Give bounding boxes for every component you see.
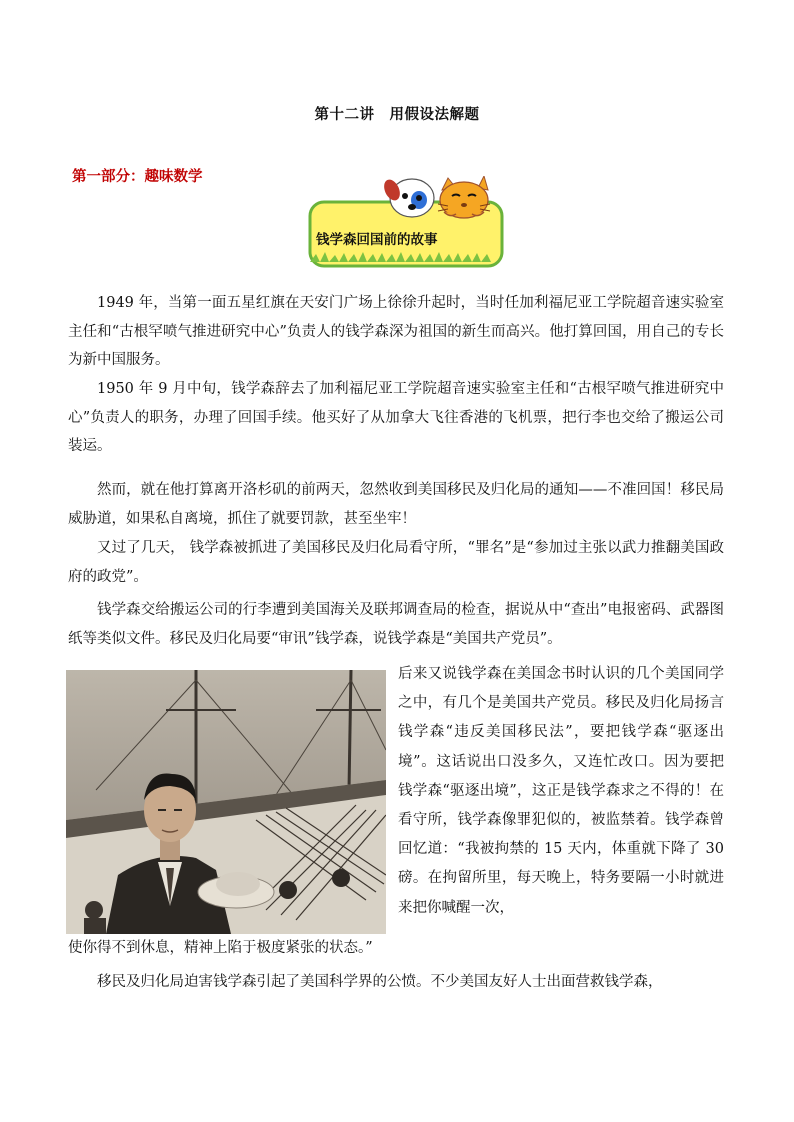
cat-icon (438, 176, 490, 218)
banner-title: 钱学森回国前的故事 (316, 232, 438, 248)
lesson-title: 第十二讲 用假设法解题 (314, 107, 480, 123)
paragraph-6: 移民及归化局迫害钱学森引起了美国科学界的公愤。不少美国友好人士出面营救钱学森， (97, 974, 663, 990)
historical-photo (66, 670, 386, 934)
section-heading: 第一部分：趣味数学 (72, 169, 203, 185)
paragraph-5: 钱学森交给搬运公司的行李遭到美国海关及联邦调查局的检查，据说从中“查出”电报密码、武器图纸等类似文件。移民及归化局要“审讯”钱学森，说钱学森是“美国共产党员”。 (68, 602, 724, 647)
paragraph-1: 1949 年，当第一面五星红旗在天安门广场上徐徐升起时，当时任加利福尼亚工学院超音速实验室主任和“古根罕喷气推进研究中心”负责人的钱学森深为祖国的新生而高兴。他打算回国，用自己的专长为新中国服务。 (68, 295, 724, 368)
portrait-photo-illustration (66, 670, 386, 934)
paragraph-3: 然而，就在他打算离开洛杉矶的前两天，忽然收到美国移民及归化局的通知——不准回国！移民局威胁道，如果私自离境，抓住了就要罚款，甚至坐牢！ (68, 482, 724, 527)
paragraph-continuation: 使你得不到休息，精神上陷于极度紧张的状态。” (68, 940, 373, 956)
paragraph-4: 又过了几天， 钱学森被抓进了美国移民及归化局看守所，“罪名”是“参加过主张以武力推翻美国政府的政党”。 (68, 540, 724, 585)
paragraph-2: 1950 年 9 月中旬，钱学森辞去了加利福尼亚工学院超音速实验室主任和“古根罕喷气推进研究中心”负责人的职务，办理了回国手续。他买好了从加拿大飞往香港的飞机票，把行李也交给了搬运公司装运。 (68, 381, 724, 454)
wrapped-paragraph: 后来又说钱学森在美国念书时认识的几个美国同学之中，有几个是美国共产党员。移民及归化局扬言钱学森“违反美国移民法”，要把钱学森“驱逐出境”。这话说出口没多久，又连忙改口。因为要把钱学森“驱逐出境”，这正是钱学森求之不得的！在看守所，钱学森像罪犯似的，被监禁着。钱学森曾回忆道：“我被拘禁的 15 天内，体重就下降了 30 磅。在拘留所里，每天晚上，特务要隔一小时就进来把你喊醒一次， (398, 666, 724, 916)
story-banner (302, 176, 512, 270)
banner-cartoon-art (302, 176, 512, 270)
